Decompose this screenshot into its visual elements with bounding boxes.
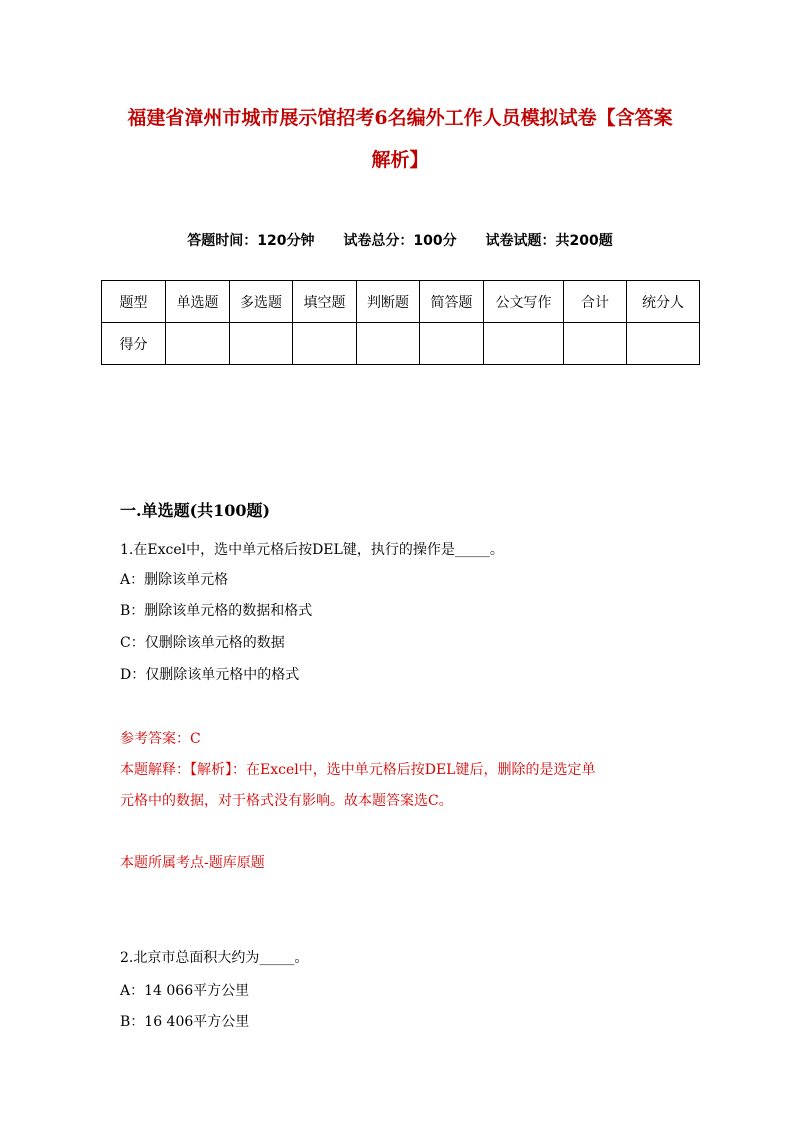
question-1-option-b: B：删除该单元格的数据和格式 [120, 603, 313, 619]
question-2-option-b: B：16 406平方公里 [120, 1014, 250, 1030]
score-table-header-row [102, 281, 700, 323]
exam-total-score: 试卷总分：100分 [343, 233, 457, 249]
score-table-score-row [102, 323, 700, 365]
section-heading: 一.单选题(共100题) [120, 501, 271, 520]
question-1-explanation: 本题解释：【解析】：在Excel中，选中单元格后按DEL键后，删除的是选定单 [120, 762, 596, 778]
exam-time: 答题时间：120分钟 [187, 233, 315, 249]
question-1-option-d: D：仅删除该单元格中的格式 [120, 667, 300, 683]
header-cell-total: 合计 [564, 281, 627, 323]
question-1-option-a: A：删除该单元格 [120, 572, 229, 588]
score-cell [293, 323, 357, 365]
header-cell-official-writing: 公文写作 [484, 281, 564, 323]
document-title-continued: 解析】 [371, 149, 429, 171]
score-row-label: 得分 [102, 323, 166, 365]
question-1-option-c: C：仅删除该单元格的数据 [120, 635, 285, 651]
question-1-topic: 本题所属考点-题库原题 [120, 855, 265, 871]
score-cell [564, 323, 627, 365]
score-cell [166, 323, 230, 365]
question-1-stem: 1.在Excel中，选中单元格后按DEL键，执行的操作是_____。 [120, 542, 504, 558]
header-cell-scorer: 统分人 [627, 281, 700, 323]
header-cell-short-answer: 简答题 [420, 281, 484, 323]
header-cell-multiple-choice: 多选题 [230, 281, 293, 323]
exam-info [0, 231, 800, 251]
question-2-stem: 2.北京市总面积大约为_____。 [120, 950, 309, 966]
question-1-answer: 参考答案：C [120, 731, 201, 747]
score-cell [484, 323, 564, 365]
document-title: 福建省漳州市城市展示馆招考6名编外工作人员模拟试卷【含答案 [127, 107, 673, 129]
score-cell [357, 323, 420, 365]
question-1-explanation-continued: 元格中的数据，对于格式没有影响。故本题答案选C。 [120, 793, 453, 809]
score-cell [230, 323, 293, 365]
header-cell-fill-blank: 填空题 [293, 281, 357, 323]
score-cell [627, 323, 700, 365]
header-cell-single-choice: 单选题 [166, 281, 230, 323]
exam-total-questions: 试卷试题：共200题 [485, 233, 613, 249]
header-cell-true-false: 判断题 [357, 281, 420, 323]
question-2-option-a: A：14 066平方公里 [120, 983, 250, 999]
score-table [101, 280, 700, 365]
score-cell [420, 323, 484, 365]
header-cell-type: 题型 [102, 281, 166, 323]
